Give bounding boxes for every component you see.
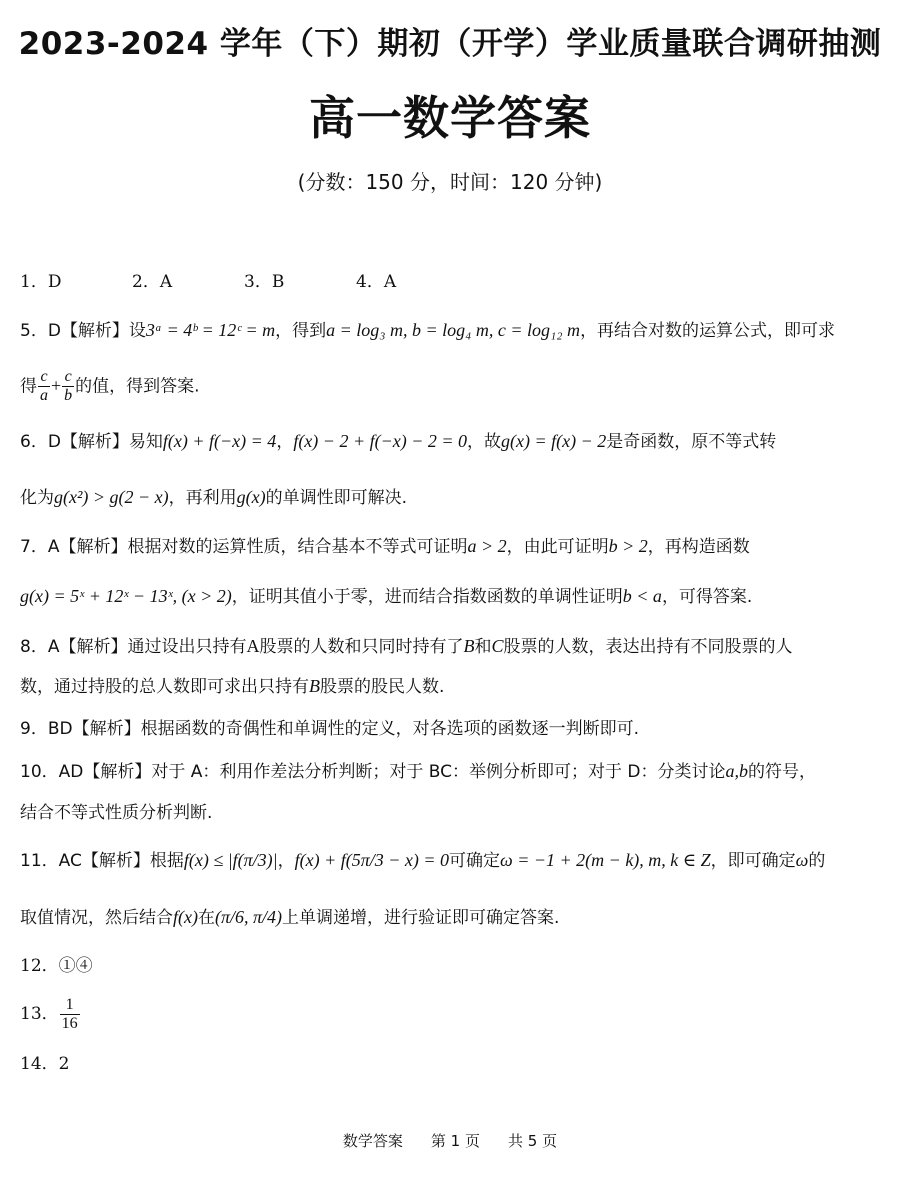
footer-subject: 数学答案 <box>342 1132 403 1150</box>
q5-line-1 <box>20 318 886 343</box>
page-footer <box>0 1130 900 1151</box>
q7-line-1 <box>20 534 886 559</box>
q11-expr-omega-symbol: ω <box>795 850 809 870</box>
q6-sep: ， <box>276 432 294 452</box>
q6-line2-suffix: 的单调性即可解决. <box>265 488 408 508</box>
answer-item: 4．A <box>356 272 397 292</box>
q10-line2: 结合不等式性质分析判断. <box>20 803 213 823</box>
q10-line-2 <box>20 801 886 825</box>
q11-suffix2: 的 <box>808 851 826 871</box>
q11-line2-mid: 在 <box>197 908 215 928</box>
q10-line-1 <box>20 759 886 784</box>
q5-expr-power-equality: 3ᵃ = 4ᵇ = 12ᶜ = m <box>145 320 276 340</box>
q6-suffix: 是奇函数，原不等式转 <box>606 432 777 452</box>
q5-fraction-c-over-a <box>38 368 50 405</box>
footer-page-number: 第 1 页 <box>430 1132 480 1150</box>
q12-line <box>20 954 886 978</box>
q11-sep: ， <box>277 851 295 871</box>
exam-title: 2023-2024 学年（下）期初（开学）学业质量联合调研抽测 <box>18 26 882 62</box>
q11-mid: 可确定 <box>449 851 501 871</box>
q11-line2-prefix: 取值情况，然后结合 <box>20 908 173 928</box>
q10-suffix: 的符号， <box>748 762 817 782</box>
q9-text: 9．BD【解析】根据函数的奇偶性和单调性的定义，对各选项的函数逐一判断即可. <box>20 719 639 739</box>
q6-line-2 <box>20 485 886 510</box>
q8-line-2 <box>20 674 886 699</box>
q8-var-b: B <box>463 636 475 656</box>
fraction-denominator: 16 <box>61 1015 78 1032</box>
q8-line2-prefix: 数，通过持股的总人数即可求出只持有 <box>20 677 309 697</box>
q9-line <box>20 717 886 741</box>
q7-expr-a-gt-2: a > 2 <box>467 536 507 556</box>
q5-mid: ，得到 <box>275 321 327 341</box>
q11-expr-bound: f(x) ≤ |f(π/3)| <box>183 850 278 870</box>
q6-expr-sum: f(x) + f(−x) = 4 <box>162 431 277 451</box>
q13-line <box>20 994 886 1034</box>
q13-label: 13． <box>20 1004 59 1024</box>
q7-expr-b-gt-2: b > 2 <box>608 536 648 556</box>
q11-expr-fx: f(x) <box>173 907 198 927</box>
q11-prefix: 11．AC【解析】根据 <box>20 851 184 871</box>
answer-item: 1．D <box>20 272 62 292</box>
q8-var-b-2: B <box>309 676 320 696</box>
q5-line2-prefix: 得 <box>20 376 37 397</box>
q8-prefix: 8．A【解析】通过设出只持有 <box>20 637 247 657</box>
q5-line2-suffix: 的值，得到答案. <box>75 376 200 397</box>
q7-line2-mid: ，证明其值小于零，进而结合指数函数的单调性证明 <box>231 587 623 607</box>
q7-expr-b-lt-a: b < a <box>622 586 662 606</box>
q8-mid2: 和 <box>474 637 492 657</box>
q7-line2-suffix: ，可得答案. <box>661 587 753 607</box>
q10-expr-ab: a,b <box>725 761 749 781</box>
q12-answer: ①④ <box>58 956 93 976</box>
q8-var-a: A <box>246 636 260 656</box>
q8-suffix: 股票的人数，表达出持有不同股票的人 <box>503 637 793 657</box>
q8-mid1: 股票的人数和只同时持有了 <box>259 637 464 657</box>
q11-expr-interval: (π/6, π/4) <box>214 907 283 927</box>
q5-suffix: ，再结合对数的运算公式，即可求 <box>580 321 836 341</box>
q14-label: 14． <box>20 1054 59 1074</box>
fraction-numerator: c <box>62 368 74 387</box>
q13-fraction <box>60 996 80 1033</box>
q6-prefix: 6．D【解析】易知 <box>20 432 163 452</box>
q7-expr-g-def: g(x) = 5ˣ + 12ˣ − 13ˣ, (x > 2) <box>20 586 232 606</box>
q8-line2-suffix: 股票的股民人数. <box>320 677 445 697</box>
q5-plus: + <box>51 375 62 396</box>
q6-expr-inequality: g(x²) > g(2 − x) <box>54 487 169 507</box>
answer-item: 3．B <box>244 272 285 292</box>
q11-suffix: ，即可确定 <box>710 851 796 871</box>
fraction-denominator: a <box>40 387 48 404</box>
fraction-numerator: 1 <box>60 996 80 1015</box>
q7-suffix: ，再构造函数 <box>647 537 750 557</box>
q6-expr-g: g(x) <box>236 487 266 507</box>
fraction-numerator: c <box>38 368 50 387</box>
q8-line-1 <box>20 634 886 659</box>
q11-expr-symmetry: f(x) + f(5π/3 − x) = 0 <box>294 850 450 870</box>
q5-line-2 <box>20 368 886 405</box>
q5-expr-logs: a = log₃ m, b = log₄ m, c = log₁₂ m <box>326 320 581 340</box>
q7-mid: ，由此可证明 <box>506 537 609 557</box>
document-title: 高一数学答案 <box>309 91 591 145</box>
exam-meta: (分数：150 分，时间：120 分钟) <box>297 170 603 194</box>
q7-line-2 <box>20 584 886 609</box>
q14-answer: 2 <box>58 1054 70 1074</box>
q11-line-1 <box>20 848 886 873</box>
q12-label: 12． <box>20 956 59 976</box>
fraction-denominator: b <box>64 387 73 404</box>
q11-line-2 <box>20 905 886 930</box>
q14-line <box>20 1052 886 1076</box>
q6-line2-prefix: 化为 <box>20 488 54 508</box>
q6-expr-g-def: g(x) = f(x) − 2 <box>501 431 607 451</box>
q5-prefix: 5．D【解析】设 <box>20 321 146 341</box>
footer-page-total: 共 5 页 <box>508 1132 558 1150</box>
q6-expr-zero: f(x) − 2 + f(−x) − 2 = 0 <box>293 431 468 451</box>
q6-line2-mid: ，再利用 <box>168 488 237 508</box>
q11-expr-omega: ω = −1 + 2(m − k), m, k ∈ Z <box>500 850 711 870</box>
answers-1-4 <box>20 270 886 294</box>
q5-fraction-c-over-b <box>62 368 74 405</box>
q10-prefix: 10．AD【解析】对于 A：利用作差法分析判断；对于 BC：举例分析即可；对于 D：分类讨论 <box>20 762 726 782</box>
answer-item: 2．A <box>132 272 173 292</box>
q8-var-c: C <box>491 636 504 656</box>
q6-mid: ，故 <box>467 432 502 452</box>
q7-prefix: 7．A【解析】根据对数的运算性质，结合基本不等式可证明 <box>20 537 468 557</box>
q6-line-1 <box>20 429 886 454</box>
q11-line2-suffix: 上单调递增，进行验证即可确定答案. <box>282 908 560 928</box>
